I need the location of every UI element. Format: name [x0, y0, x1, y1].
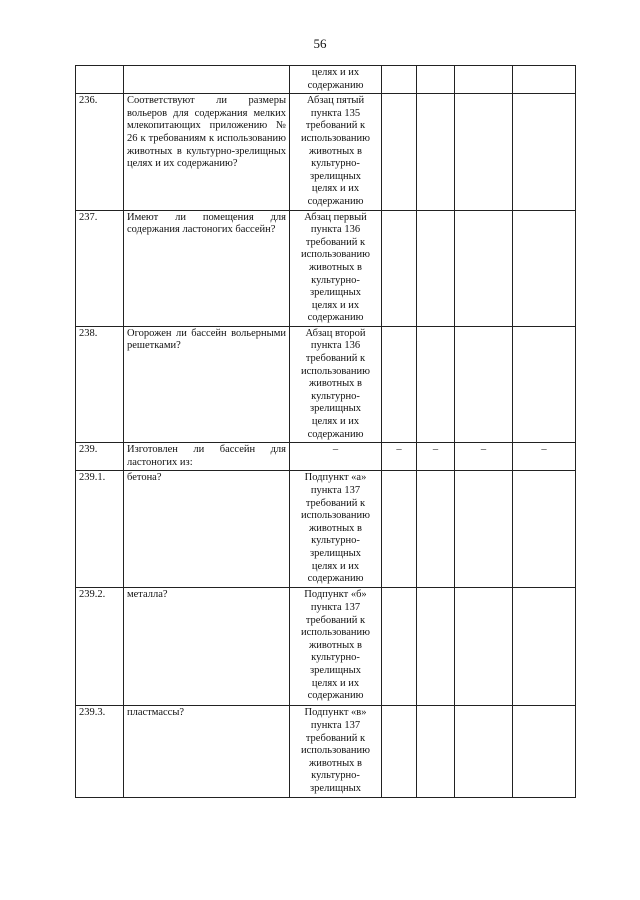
reference-line: содержанию [307, 573, 364, 585]
answer-cell [382, 706, 417, 797]
reference-line: использованию [301, 365, 370, 377]
reference-line: пункта 137 [310, 720, 361, 731]
answer-cell [417, 210, 455, 326]
requirement-reference-cell [290, 588, 382, 706]
answer-cell [382, 66, 417, 94]
table-row [76, 66, 576, 94]
requirement-reference-cell [290, 326, 382, 442]
question-cell [124, 66, 290, 94]
reference-line: Абзац пятый [306, 95, 365, 107]
reference-line: целях и их [311, 677, 360, 689]
answer-cell [455, 588, 513, 706]
reference-line: требований к [305, 732, 366, 744]
requirement-reference-cell [290, 94, 382, 210]
reference-line: требований к [305, 497, 366, 509]
reference-line: содержанию [307, 79, 364, 91]
question-cell: бетона? [124, 471, 290, 588]
row-number: 239. [76, 443, 124, 471]
reference-line: культурно- [311, 274, 360, 286]
requirement-reference-cell [290, 706, 382, 797]
reference-line: содержанию [307, 428, 364, 440]
answer-cell: – [455, 443, 513, 471]
reference-line: культурно- [311, 652, 360, 664]
answer-cell [513, 326, 576, 442]
answer-cell [455, 66, 513, 94]
answer-cell [417, 94, 455, 210]
answer-cell [455, 94, 513, 210]
table-row [76, 588, 576, 706]
answer-cell [513, 66, 576, 94]
answer-cell [382, 326, 417, 442]
answer-cell [513, 588, 576, 706]
answer-cell [455, 210, 513, 326]
reference-line: зрелищных [310, 782, 361, 794]
reference-line: пункта 136 [310, 340, 361, 352]
reference-line: использованию [301, 510, 370, 522]
answer-cell [513, 210, 576, 326]
reference-line: зрелищных [310, 170, 361, 182]
requirement-reference-cell [290, 210, 382, 326]
reference-line: целях и их [311, 183, 360, 195]
answer-cell: – [382, 443, 417, 471]
reference-line: требований к [305, 614, 366, 626]
reference-line: животных в [309, 522, 362, 534]
question-cell: металла? [124, 588, 290, 706]
reference-line: целях и их [311, 416, 360, 428]
question-cell: Изготовлен ли бассейн для ластоногих из: [124, 443, 290, 471]
reference-line: использованию [301, 249, 370, 261]
reference-line: Абзац второй [305, 327, 366, 339]
question-cell: Соответствуют ли размеры вольеров для содержания мелких млекопитающих приложению № 26 к требованиям к использованию животных в культурно-зрелищных целях и их содержанию? [124, 94, 290, 210]
answer-cell [417, 706, 455, 797]
reference-line: животных в [309, 639, 362, 651]
reference-line: животных в [309, 145, 362, 157]
reference-line: зрелищных [310, 547, 361, 559]
answer-cell: – [417, 443, 455, 471]
answer-cell [513, 94, 576, 210]
answer-cell [455, 326, 513, 442]
reference-line: требований к [305, 120, 366, 132]
reference-line: содержанию [307, 195, 364, 207]
reference-line: культурно- [311, 535, 360, 547]
answer-cell [455, 471, 513, 588]
requirement-reference-cell [290, 443, 382, 471]
answer-cell [382, 210, 417, 326]
reference-line: культурно- [311, 770, 360, 782]
answer-cell [382, 471, 417, 588]
reference-line: требований к [305, 353, 366, 365]
row-number: 236. [76, 94, 124, 210]
answer-cell [417, 588, 455, 706]
question-cell: Имеют ли помещения для содержания ластоногих бассейн? [124, 210, 290, 326]
page-number: 56 [313, 36, 327, 51]
table-row [76, 471, 576, 588]
table-row [76, 326, 576, 442]
row-number: 238. [76, 326, 124, 442]
row-number: 239.3. [76, 706, 124, 797]
reference-line: пункта 137 [310, 485, 361, 496]
reference-line: использованию [301, 132, 370, 144]
table-row [76, 210, 576, 326]
answer-cell: – [513, 443, 576, 471]
answer-cell [382, 588, 417, 706]
reference-line: Подпункт «а» [304, 472, 367, 484]
answer-cell [417, 471, 455, 588]
table-row [76, 443, 576, 471]
reference-line: пункта 137 [310, 602, 361, 613]
answer-cell [455, 706, 513, 797]
table-row [76, 706, 576, 797]
reference-line: содержанию [307, 312, 364, 324]
reference-line: пункта 135 [310, 107, 361, 119]
row-number: 239.2. [76, 588, 124, 706]
question-cell: пластмассы? [124, 706, 290, 797]
reference-line: Абзац первый [304, 211, 367, 223]
row-number: 239.1. [76, 471, 124, 588]
reference-line: использованию [301, 627, 370, 639]
requirement-reference-cell [290, 66, 382, 94]
row-number: 237. [76, 210, 124, 326]
checklist-table [75, 65, 576, 798]
requirement-reference-cell [290, 471, 382, 588]
reference-line: требований к [305, 236, 366, 248]
reference-line: – [332, 444, 339, 456]
reference-line: Подпункт «в» [304, 707, 367, 719]
reference-line: животных в [309, 757, 362, 769]
question-cell: Огорожен ли бассейн вольерными решетками? [124, 326, 290, 442]
reference-line: целях и их [311, 67, 360, 78]
reference-line: пункта 136 [310, 224, 361, 236]
reference-line: культурно- [311, 390, 360, 402]
reference-line: содержанию [307, 690, 364, 702]
row-number [76, 66, 124, 94]
reference-line: целях и их [311, 299, 360, 311]
reference-line: зрелищных [310, 287, 361, 299]
answer-cell [417, 326, 455, 442]
reference-line: Подпункт «б» [304, 589, 367, 601]
answer-cell [513, 471, 576, 588]
reference-line: целях и их [311, 560, 360, 572]
answer-cell [382, 94, 417, 210]
reference-line: зрелищных [310, 664, 361, 676]
reference-line: культурно- [311, 158, 360, 170]
answer-cell [417, 66, 455, 94]
table-row [76, 94, 576, 210]
reference-line: зрелищных [310, 403, 361, 415]
answer-cell [513, 706, 576, 797]
reference-line: использованию [301, 745, 370, 757]
reference-line: животных в [309, 261, 362, 273]
reference-line: животных в [309, 378, 362, 390]
